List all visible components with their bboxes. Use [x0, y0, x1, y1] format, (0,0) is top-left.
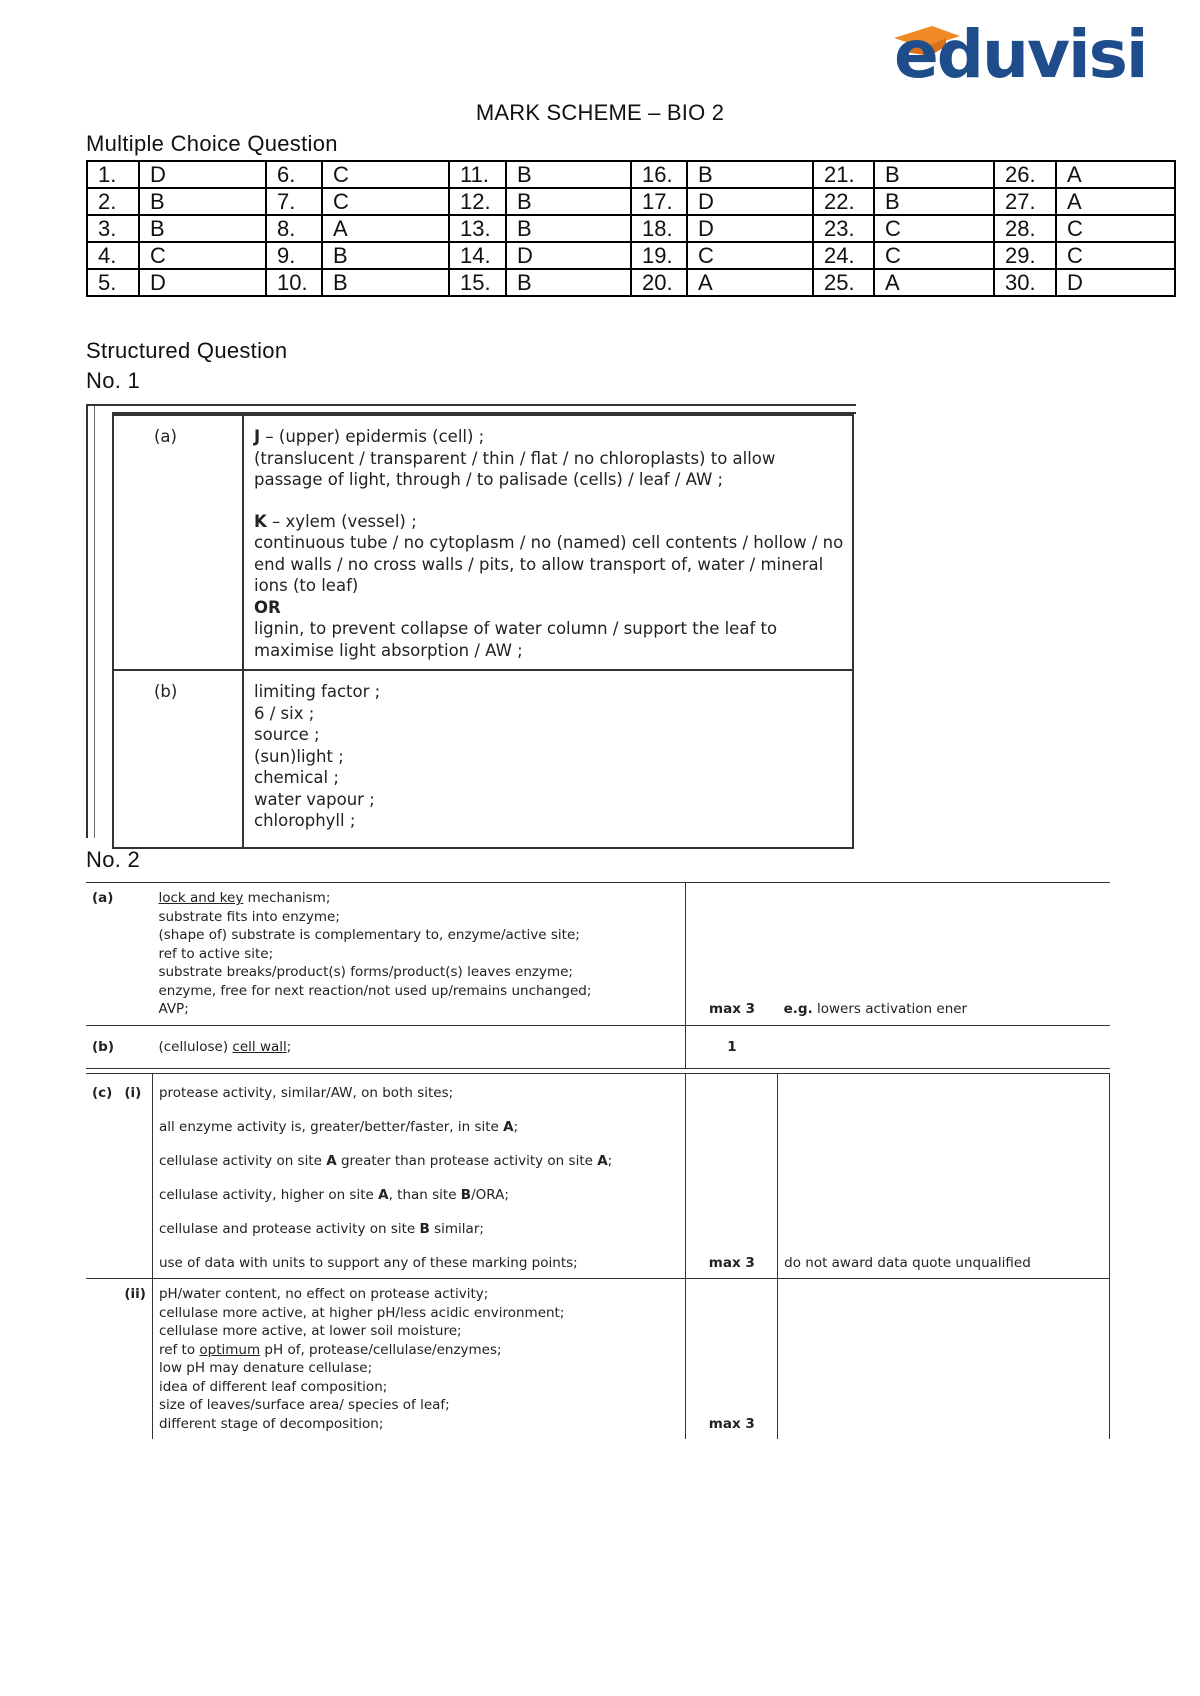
mcq-question-number: 30.: [994, 269, 1056, 296]
mcq-answer: B: [506, 188, 631, 215]
answer-line: water vapour ;: [254, 789, 375, 809]
mcq-answer: B: [506, 161, 631, 188]
answer-line: 6 / six ;: [254, 703, 315, 723]
mcq-question-number: 2.: [87, 188, 139, 215]
mcq-question-number: 24.: [813, 242, 874, 269]
mcq-question-number: 15.: [449, 269, 506, 296]
mcq-answer: D: [139, 269, 266, 296]
mcq-question-number: 13.: [449, 215, 506, 242]
mcq-answer: B: [874, 188, 994, 215]
logo-wordmark: eduvisi: [894, 16, 1147, 93]
mcq-answer: A: [1056, 188, 1175, 215]
mcq-question-number: 25.: [813, 269, 874, 296]
mcq-question-number: 10.: [266, 269, 322, 296]
answer-line: AVP;: [158, 1001, 189, 1017]
answer-line: enzyme, free for next reaction/not used up/remains unchanged;: [158, 982, 592, 999]
question-2-label: No. 2: [86, 847, 141, 872]
answer-line: size of leaves/surface area/ species of leaf;: [158, 1397, 450, 1413]
mcq-answer: B: [139, 215, 266, 242]
mcq-question-number: 16.: [631, 161, 687, 188]
mcq-answer: C: [687, 242, 813, 269]
mcq-row: [87, 215, 1175, 242]
mcq-answer: B: [874, 161, 994, 188]
mcq-question-number: 7.: [266, 188, 322, 215]
mcq-question-number: 12.: [449, 188, 506, 215]
answer-line: cellulase activity, higher on site A, than site B/ORA;: [158, 1187, 509, 1203]
or-label: OR: [254, 597, 281, 617]
q2-part-a-marks: max 3: [686, 883, 778, 1026]
question-1-table: [86, 404, 856, 838]
q2-part-c-i-marks: max 3: [686, 1074, 778, 1279]
q1-part-b-label: (b): [113, 670, 243, 848]
mcq-question-number: 27.: [994, 188, 1056, 215]
mcq-answer: A: [322, 215, 449, 242]
q2-part-b-marks: 1: [686, 1025, 778, 1069]
mcq-answer: A: [687, 269, 813, 296]
q2-part-c-i-comment: do not award data quote unqualified: [778, 1074, 1110, 1279]
answer-line: different stage of decomposition;: [158, 1415, 384, 1432]
answer-line: protease activity, similar/AW, on both sites;: [158, 1085, 454, 1101]
mcq-answer: C: [322, 161, 449, 188]
answer-line: low pH may denature cellulase;: [158, 1360, 373, 1376]
mcq-question-number: 23.: [813, 215, 874, 242]
mcq-answer: B: [687, 161, 813, 188]
mcq-question-number: 19.: [631, 242, 687, 269]
mcq-row: [87, 269, 1175, 296]
answer-line: source ;: [254, 725, 320, 744]
mcq-question-number: 14.: [449, 242, 506, 269]
mcq-question-number: 21.: [813, 161, 874, 188]
q2-part-c-label: (c): [86, 1074, 118, 1279]
mcq-answer-table: [86, 160, 1176, 297]
answer-line: all enzyme activity is, greater/better/faster, in site A;: [158, 1119, 519, 1135]
mcq-answer: D: [1056, 269, 1175, 296]
j-label: J: [254, 427, 261, 446]
answer-line: cellulase more active, at lower soil moisture;: [158, 1323, 462, 1339]
answer-line: cellulase more active, at higher pH/less acidic environment;: [158, 1304, 565, 1321]
answer-line: limiting factor ;: [254, 682, 381, 701]
answer-line: ref to optimum pH of, protease/cellulase/enzymes;: [158, 1341, 502, 1358]
mcq-row: [87, 161, 1175, 188]
mcq-question-number: 5.: [87, 269, 139, 296]
mcq-answer: D: [687, 215, 813, 242]
mcq-question-number: 8.: [266, 215, 322, 242]
q2-part-c-ii-label: (ii): [118, 1279, 152, 1440]
mcq-answer: C: [1056, 242, 1175, 269]
mcq-answer: B: [506, 269, 631, 296]
answer-line: chemical ;: [254, 768, 339, 787]
mcq-question-number: 17.: [631, 188, 687, 215]
mcq-answer: B: [322, 269, 449, 296]
answer-line: substrate fits into enzyme;: [158, 908, 340, 925]
q2-part-b-label: (b): [86, 1025, 152, 1069]
mcq-question-number: 20.: [631, 269, 687, 296]
mcq-answer: D: [139, 161, 266, 188]
mcq-question-number: 4.: [87, 242, 139, 269]
mcq-answer: D: [687, 188, 813, 215]
answer-line: chlorophyll ;: [254, 811, 356, 830]
mcq-question-number: 26.: [994, 161, 1056, 188]
q2-part-c-i-label: (i): [118, 1074, 152, 1279]
mcq-question-number: 1.: [87, 161, 139, 188]
page-title: MARK SCHEME – BIO 2: [475, 100, 725, 125]
mcq-question-number: 22.: [813, 188, 874, 215]
mcq-answer: C: [322, 188, 449, 215]
mcq-row: [87, 188, 1175, 215]
answer-text: mechanism;: [243, 890, 331, 906]
mcq-question-number: 29.: [994, 242, 1056, 269]
mcq-row: [87, 242, 1175, 269]
question-2-table: [86, 882, 1110, 1439]
q2-part-c-ii-marks: max 3: [686, 1279, 778, 1440]
mcq-answer: C: [1056, 215, 1175, 242]
answer-line: (shape of) substrate is complementary to, enzyme/active site;: [158, 927, 580, 943]
q2-part-a-label: (a): [86, 883, 152, 1026]
question-1-label: No. 1: [86, 368, 141, 393]
mcq-question-number: 9.: [266, 242, 322, 269]
j-text: (translucent / transparent / thin / flat / no chloroplasts) to allow passage of light, through / to palisade (cells) / leaf / AW ;: [254, 448, 776, 489]
k-text: continuous tube / no cytoplasm / no (named) cell contents / hollow / no end walls / no cross walls / pits, to allow transport of, water / mineral ions (to leaf): [254, 533, 844, 595]
mcq-answer: B: [506, 215, 631, 242]
eduvisi-logo: [880, 18, 1170, 98]
answer-line: cellulase and protease activity on site B similar;: [158, 1221, 484, 1237]
mcq-answer: C: [874, 215, 994, 242]
mcq-answer: D: [506, 242, 631, 269]
k-label: K: [254, 511, 267, 531]
mcq-answer: C: [139, 242, 266, 269]
answer-underlined: lock and key: [158, 890, 244, 906]
q2-part-b-answer: (cellulose) cell wall;: [152, 1025, 685, 1069]
answer-line: ref to active site;: [158, 945, 274, 962]
mcq-question-number: 6.: [266, 161, 322, 188]
q1-part-a-label: (a): [113, 415, 243, 670]
structured-heading: Structured Question: [86, 338, 288, 363]
mcq-question-number: 18.: [631, 215, 687, 242]
answer-line: (sun)light ;: [254, 746, 344, 766]
mcq-answer: A: [1056, 161, 1175, 188]
k-text-alt: lignin, to prevent collapse of water column / support the leaf to maximise light absorption / AW ;: [254, 619, 778, 660]
q1-part-b-answer: [243, 670, 853, 848]
q2-part-a-answer: [152, 883, 685, 1026]
answer-line: idea of different leaf composition;: [158, 1378, 388, 1395]
mcq-question-number: 28.: [994, 215, 1056, 242]
answer-line: substrate breaks/product(s) forms/product(s) leaves enzyme;: [158, 964, 573, 980]
q2-part-c-ii-answer: [152, 1279, 685, 1440]
q2-part-a-comment: e.g. lowers activation ener: [778, 883, 1110, 1026]
mcq-question-number: 11.: [449, 161, 506, 188]
mcq-answer: A: [874, 269, 994, 296]
mcq-heading: Multiple Choice Question: [86, 131, 338, 156]
mcq-answer: B: [322, 242, 449, 269]
mcq-answer: B: [139, 188, 266, 215]
answer-line: pH/water content, no effect on protease activity;: [158, 1286, 489, 1302]
mcq-answer: C: [874, 242, 994, 269]
mcq-question-number: 3.: [87, 215, 139, 242]
answer-line: cellulase activity on site A greater than protease activity on site A;: [158, 1153, 613, 1169]
j-title: – (upper) epidermis (cell) ;: [260, 427, 485, 446]
answer-line: use of data with units to support any of these marking points;: [158, 1255, 578, 1271]
q2-part-c-i-answer: [152, 1074, 685, 1279]
q1-part-a-answer: [243, 415, 853, 670]
k-title: – xylem (vessel) ;: [266, 511, 417, 531]
